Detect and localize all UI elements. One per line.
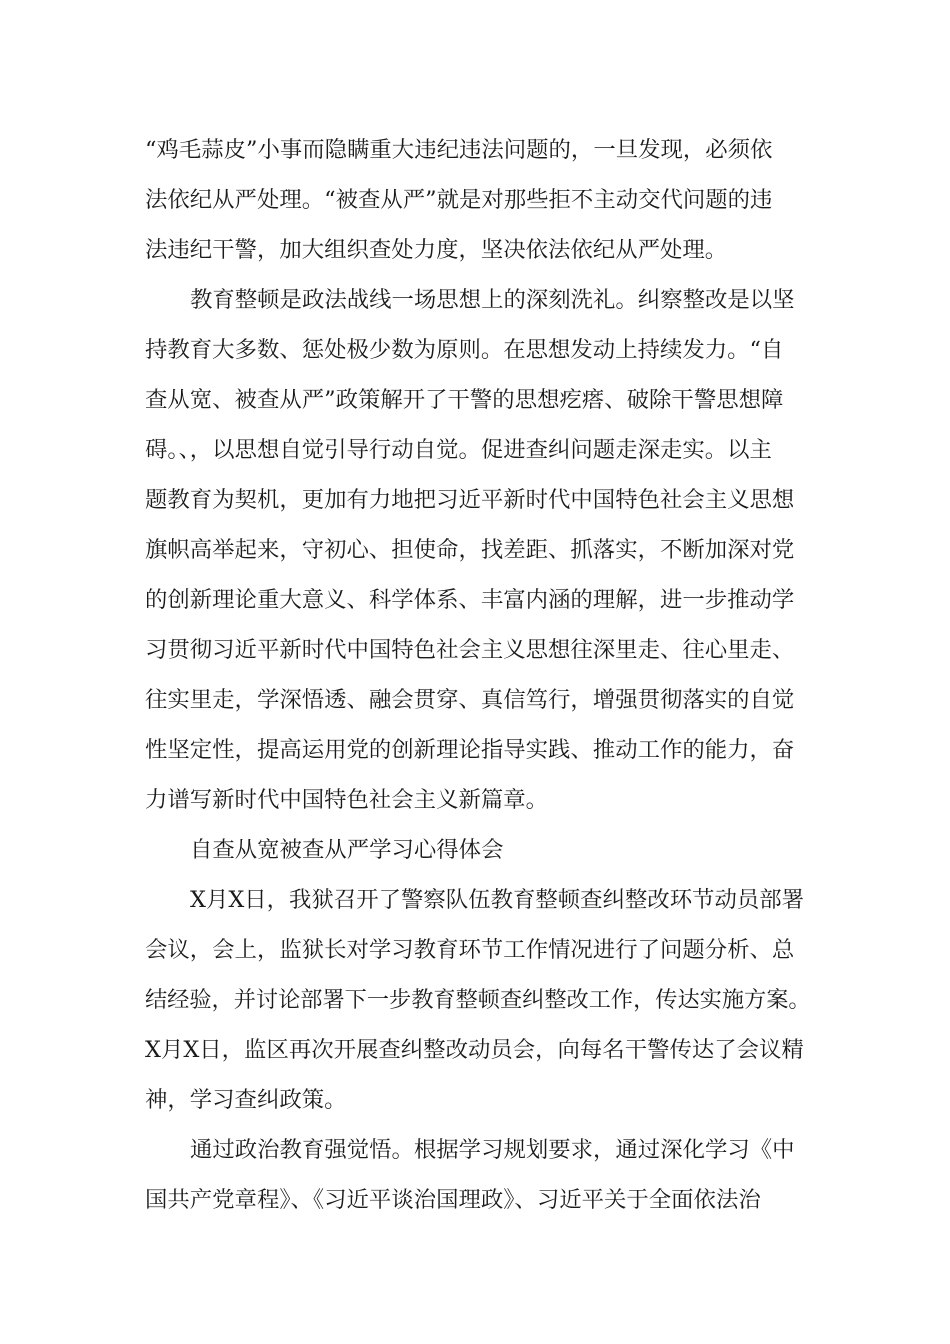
text-line [0,630,950,670]
text-line-content: 查从宽、被查从严”政策解开了干警的思想疙瘩、破除干警思想障 [145,387,784,413]
text-line [0,1180,950,1220]
text-line-content: 的创新理论重大意义、科学体系、丰富内涵的理解，进一步推动学 [145,587,795,613]
text-line [0,230,950,270]
text-line-content: 习贯彻习近平新时代中国特色社会主义思想往深里走、往心里走、 [145,637,795,663]
text-line-content: 教育整顿是政法战线一场思想上的深刻洗礼。纠察整改是以坚 [190,287,795,313]
text-line-content: 持教育大多数、惩处极少数为原则。在思想发动上持续发力。“自 [145,337,784,363]
text-line [0,480,950,520]
text-line-content: 法违纪干警，加大组织查处力度，坚决依法依纪从严处理。 [145,237,728,263]
text-line [0,180,950,220]
text-line [0,130,950,170]
paragraph-start-line [0,880,950,920]
text-line-content: X月X日，监区再次开展查纠整改动员会，向每名干警传达了会议精 [145,1037,804,1063]
text-line [0,580,950,620]
text-line-content: 题教育为契机，更加有力地把习近平新时代中国特色社会主义思想 [145,487,795,513]
text-line [0,780,950,820]
text-line [0,380,950,420]
text-line-content: 会议，会上，监狱长对学习教育环节工作情况进行了问题分析、总 [145,937,795,963]
text-line-content: 旗帜高举起来，守初心、担使命，找差距、抓落实，不断加深对党 [145,537,795,563]
text-line [0,930,950,970]
text-line-content: 神，学习查纠政策。 [145,1087,347,1113]
text-line [0,530,950,570]
text-line [0,430,950,470]
text-line [0,1080,950,1120]
section-heading-text: 自查从宽被查从严学习心得体会 [190,837,504,863]
text-line-content: 往实里走，学深悟透、融会贯穿、真信笃行，增强贯彻落实的自觉 [145,687,795,713]
text-line [0,1030,950,1070]
text-line [0,330,950,370]
text-line-content: 国共产党章程》、《习近平谈治国理政》、习近平关于全面依法治 [145,1187,761,1213]
text-line-content: 通过政治教育强觉悟。根据学习规划要求，通过深化学习《中 [190,1137,795,1163]
text-line-content: 性坚定性，提高运用党的创新理论指导实践、推动工作的能力，奋 [145,737,795,763]
paragraph-start-line [0,1130,950,1170]
text-line [0,680,950,720]
text-line-content: 结经验，并讨论部署下一步教育整顿查纠整改工作，传达实施方案。 [145,987,811,1013]
text-line-content: 碍。、，以思想自觉引导行动自觉。促进查纠问题走深走实。以主 [145,437,772,463]
text-line-content: 力谱写新时代中国特色社会主义新篇章。 [145,787,549,813]
text-line-content: X月X日，我狱召开了警察队伍教育整顿查纠整改环节动员部署 [190,887,805,913]
text-line-content: “鸡毛蒜皮”小事而隐瞒重大违纪违法问题的，一旦发现，必须依 [145,137,773,163]
text-line [0,730,950,770]
section-heading [0,830,950,870]
text-line-content: 法依纪从严处理。“被查从严”就是对那些拒不主动交代问题的违 [145,187,773,213]
paragraph-start-line [0,280,950,320]
text-line [0,980,950,1020]
